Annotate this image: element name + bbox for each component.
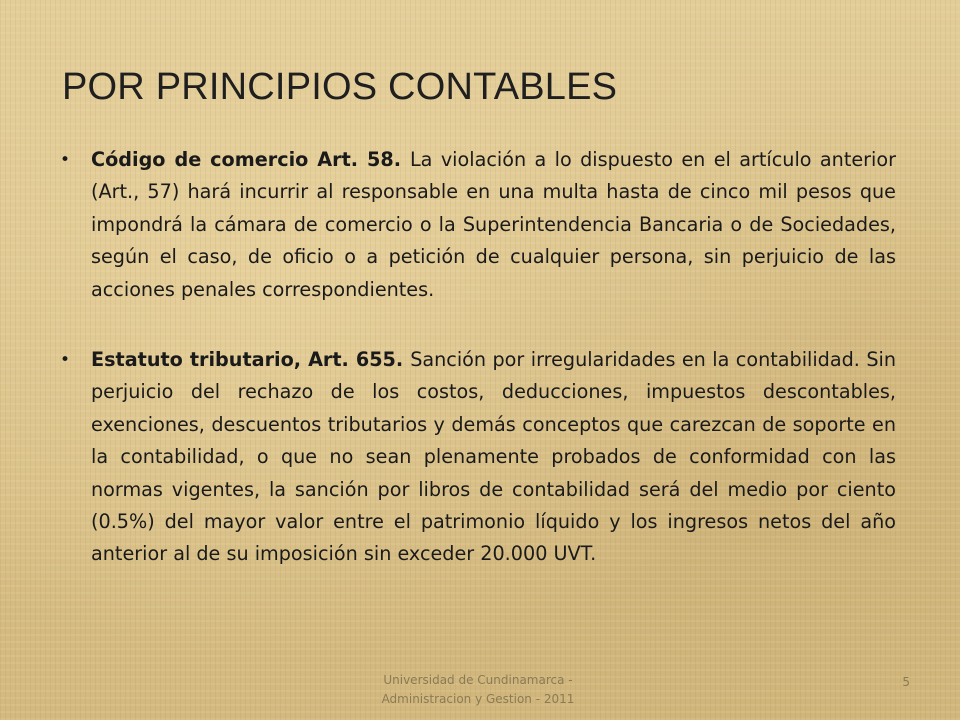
bullet-item-estatuto-tributario — [60, 344, 896, 571]
footer-line-2: Administracion y Gestion - 2011 — [381, 692, 575, 706]
footer-line-1: Universidad de Cundinamarca - — [383, 673, 573, 687]
bullet-item-codigo-comercio — [60, 144, 896, 306]
bullet-text: La violación a lo dispuesto en el artículo anterior (Art., 57) hará incurrir al responsable en una multa hasta de cinco mil pesos que impondrá la cámara de comercio o la Superintendencia Bancaria o de Sociedades, según el caso, de oficio o a petición de cualquier persona, sin perjuicio de las acciones penales correspondientes. — [91, 148, 896, 301]
page-number: 5 — [902, 675, 910, 689]
bullet-list — [60, 144, 896, 571]
footer-text — [368, 671, 588, 709]
bullet-marker: • — [60, 350, 71, 371]
bullet-marker: • — [60, 150, 71, 170]
bullet-lead: Estatuto tributario, Art. 655. — [91, 348, 411, 372]
bullet-lead: Código de comercio Art. 58. — [91, 148, 410, 171]
bullet-text: Sanción por irregularidades en la contabilidad. Sin perjuicio del rechazo de los costos, deducciones, impuestos descontables, exenciones, descuentos tributarios y demás conceptos que carezcan de soporte en la contabilidad, o que no sean plenamente probados de conformidad con las normas vigentes, la sanción por libros de contabilidad será del medio por ciento (0.5%) del mayor valor entre el patrimonio líquido y los ingresos netos del año anterior al de su imposición sin exceder 20.000 UVT. — [91, 348, 896, 566]
slide-title: POR PRINCIPIOS CONTABLES — [62, 66, 618, 108]
